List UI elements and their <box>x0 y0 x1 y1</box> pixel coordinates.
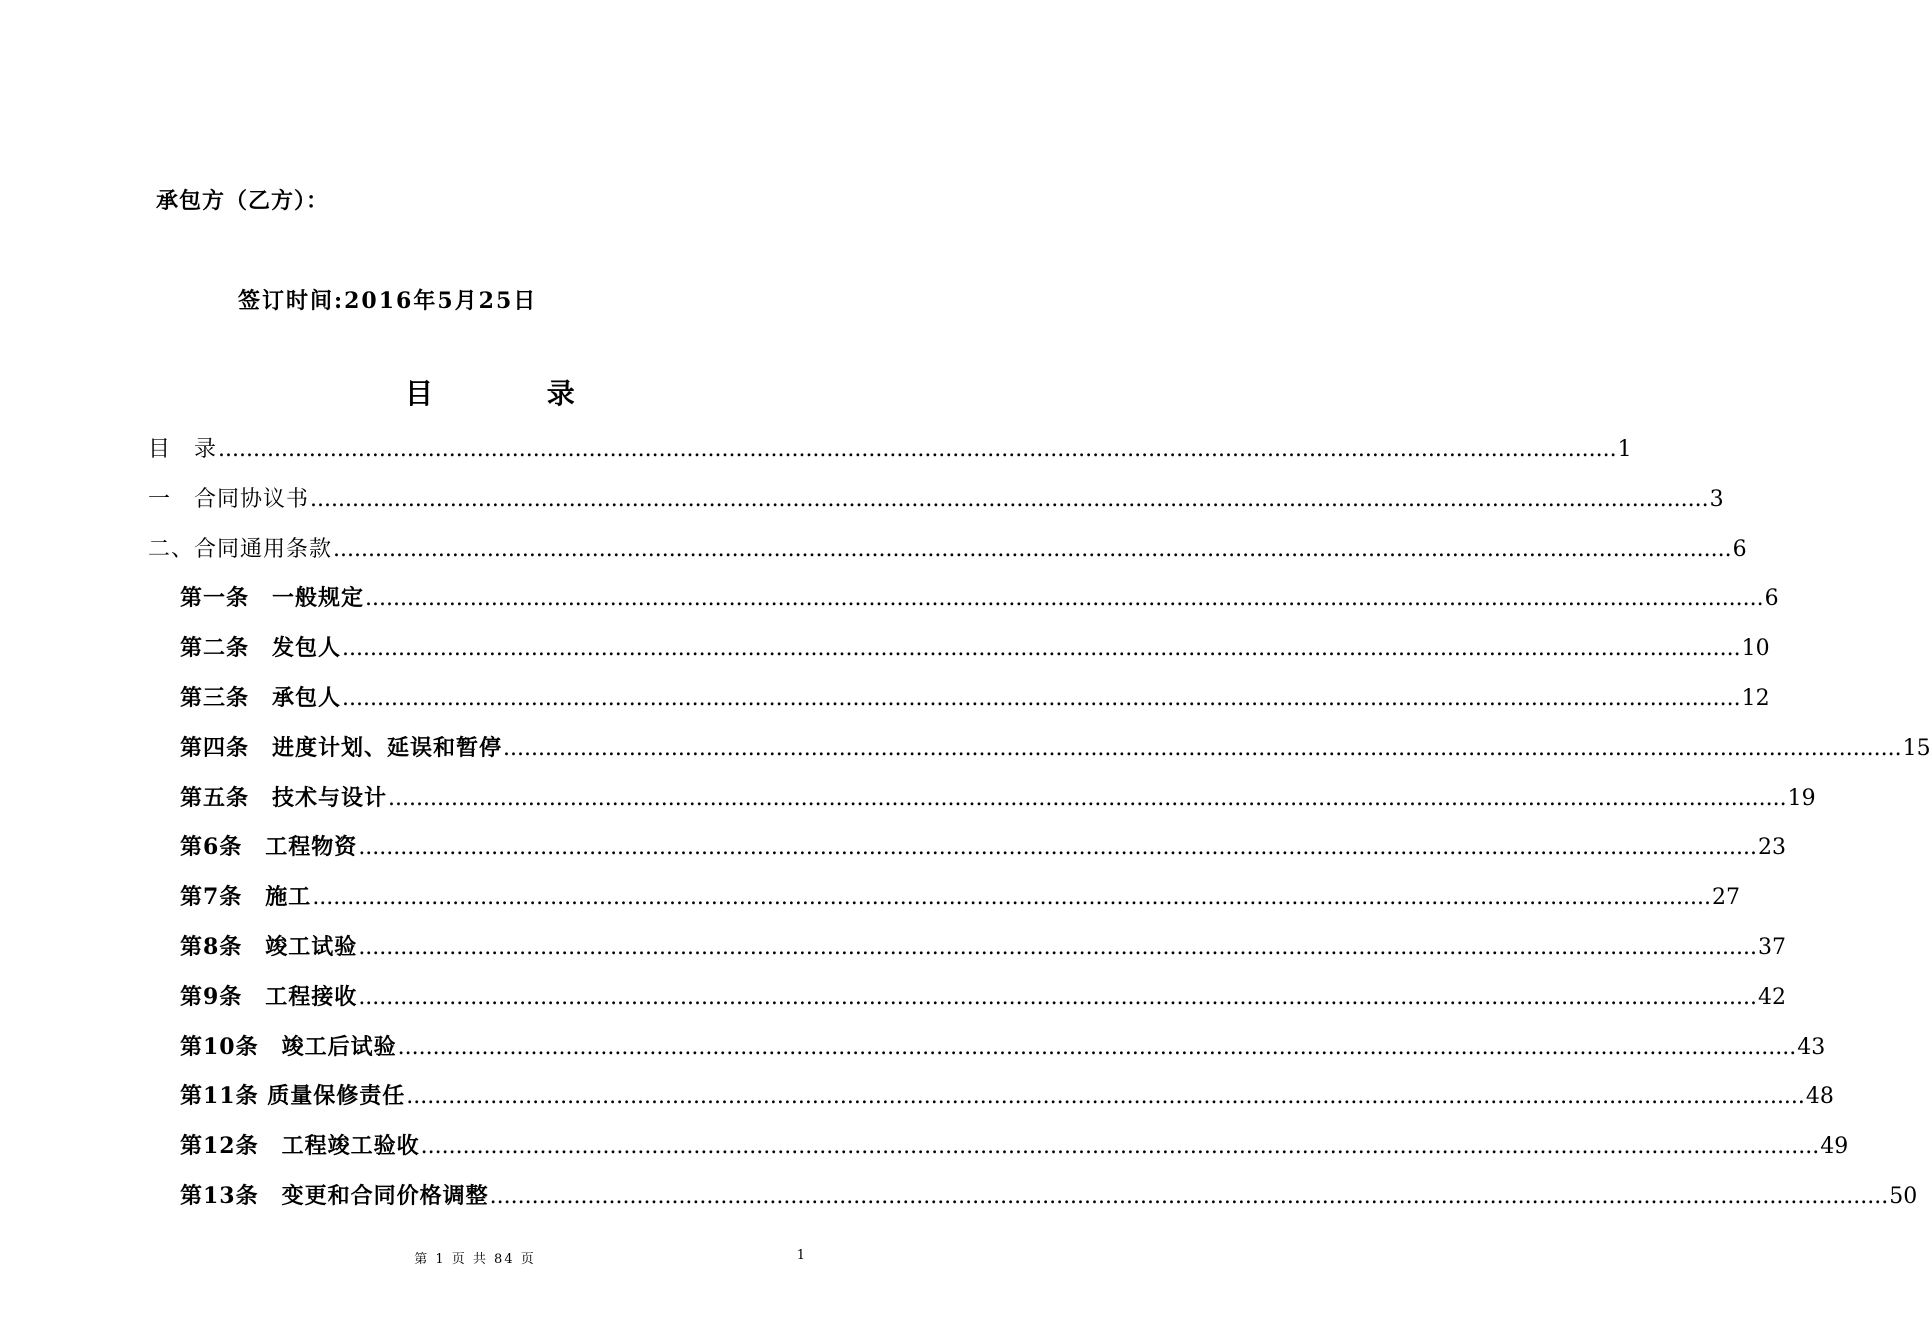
toc-entry[interactable] <box>180 681 1770 717</box>
toc-entry-page: 10 <box>1741 636 1770 662</box>
toc-entry[interactable] <box>180 880 1740 916</box>
toc-entry[interactable] <box>180 830 1786 866</box>
toc-entry-page: 43 <box>1797 1034 1826 1060</box>
toc-entry-label: 第二条 发包人 <box>180 635 342 662</box>
toc-entry-page: 15 <box>1902 735 1931 761</box>
footer-page-info: 第 1 页 共 84 页 <box>414 1252 536 1267</box>
toc-entry[interactable] <box>180 1129 1849 1165</box>
toc-dot-leader: ........................................................................................................................................................................................................ <box>388 785 1787 811</box>
toc-entry-label: 第一条 一般规定 <box>180 585 365 612</box>
toc-entry-label: 一 合同协议书 <box>148 486 310 512</box>
toc-entry-label: 第8条 竣工试验 <box>180 934 358 960</box>
toc-entry[interactable] <box>180 980 1786 1016</box>
toc-dot-leader: ........................................................................................................................................................................................................ <box>365 586 1764 612</box>
toc-entry[interactable] <box>148 532 1747 568</box>
toc-dot-leader: ........................................................................................................................................................................................................ <box>358 935 1757 960</box>
toc-entry-page: 3 <box>1709 486 1724 512</box>
toc-entry-label: 第11条 质量保修责任 <box>180 1083 406 1110</box>
toc-dot-leader: ........................................................................................................................................................................................................ <box>333 536 1732 562</box>
toc-dot-leader: ........................................................................................................................................................................................................ <box>342 686 1741 711</box>
toc-dot-leader: ........................................................................................................................................................................................................ <box>358 835 1757 861</box>
toc-entry-label: 二、合同通用条款 <box>148 536 333 562</box>
toc-entry[interactable] <box>180 1030 1826 1066</box>
toc-dot-leader: ........................................................................................................................................................................................................ <box>312 885 1711 911</box>
toc-entry[interactable] <box>180 1179 1918 1215</box>
toc-entry-page: 42 <box>1757 984 1786 1010</box>
toc-dot-leader: ........................................................................................................................................................................................................ <box>406 1084 1805 1110</box>
toc-entry[interactable] <box>180 731 1931 767</box>
toc-entry-page: 6 <box>1764 586 1779 612</box>
signing-date: 签订时间:2016年5月25日 <box>238 288 538 314</box>
toc-entry[interactable] <box>148 482 1724 518</box>
footer-page-number: 1 <box>796 1248 805 1263</box>
toc-entry-page: 37 <box>1757 935 1786 960</box>
toc-title: 目 录 <box>405 377 627 410</box>
toc-entry-page: 1 <box>1617 437 1632 462</box>
toc-entry[interactable] <box>180 631 1770 667</box>
toc-entry-page: 48 <box>1805 1084 1834 1110</box>
toc-dot-leader: ........................................................................................................................................................................................................ <box>358 984 1757 1010</box>
toc-entry-label: 第12条 工程竣工验收 <box>180 1133 420 1160</box>
toc-entry[interactable] <box>148 432 1632 468</box>
toc-entry[interactable] <box>180 781 1816 817</box>
contractor-party-label: 承包方（乙方）： <box>156 188 330 214</box>
toc-entry-label: 目 录 <box>148 437 218 462</box>
toc-entry-label: 第9条 工程接收 <box>180 983 358 1010</box>
toc-entry-label: 第13条 变更和合同价格调整 <box>180 1183 489 1209</box>
toc-entry-page: 6 <box>1732 536 1747 562</box>
toc-entry-label: 第三条 承包人 <box>180 685 342 711</box>
toc-entry[interactable] <box>180 581 1779 617</box>
toc-dot-leader: ........................................................................................................................................................................................................ <box>342 636 1741 662</box>
toc-dot-leader: ........................................................................................................................................................................................................ <box>310 486 1709 512</box>
toc-entry[interactable] <box>180 930 1786 966</box>
toc-dot-leader: ........................................................................................................................................................................................................ <box>218 437 1617 462</box>
toc-entry-label: 第五条 技术与设计 <box>180 784 388 811</box>
toc-entry-page: 49 <box>1820 1134 1849 1160</box>
toc-entry-label: 第四条 进度计划、延误和暂停 <box>180 734 503 761</box>
toc-entry-label: 第6条 工程物资 <box>180 834 358 861</box>
toc-entry-label: 第10条 竣工后试验 <box>180 1033 397 1060</box>
toc-dot-leader: ........................................................................................................................................................................................................ <box>397 1034 1797 1060</box>
toc-dot-leader: ........................................................................................................................................................................................................ <box>503 735 1902 761</box>
toc-entry-page: 23 <box>1757 835 1786 861</box>
toc-dot-leader: ........................................................................................................................................................................................................ <box>420 1134 1820 1160</box>
toc-entry-page: 50 <box>1889 1184 1918 1209</box>
toc-entry-page: 19 <box>1787 785 1816 811</box>
toc-entry[interactable] <box>180 1079 1834 1115</box>
toc-entry-page: 27 <box>1711 885 1740 911</box>
toc-dot-leader: ........................................................................................................................................................................................................ <box>489 1184 1889 1209</box>
toc-entry-label: 第7条 施工 <box>180 884 312 911</box>
toc-entry-page: 12 <box>1741 686 1770 711</box>
